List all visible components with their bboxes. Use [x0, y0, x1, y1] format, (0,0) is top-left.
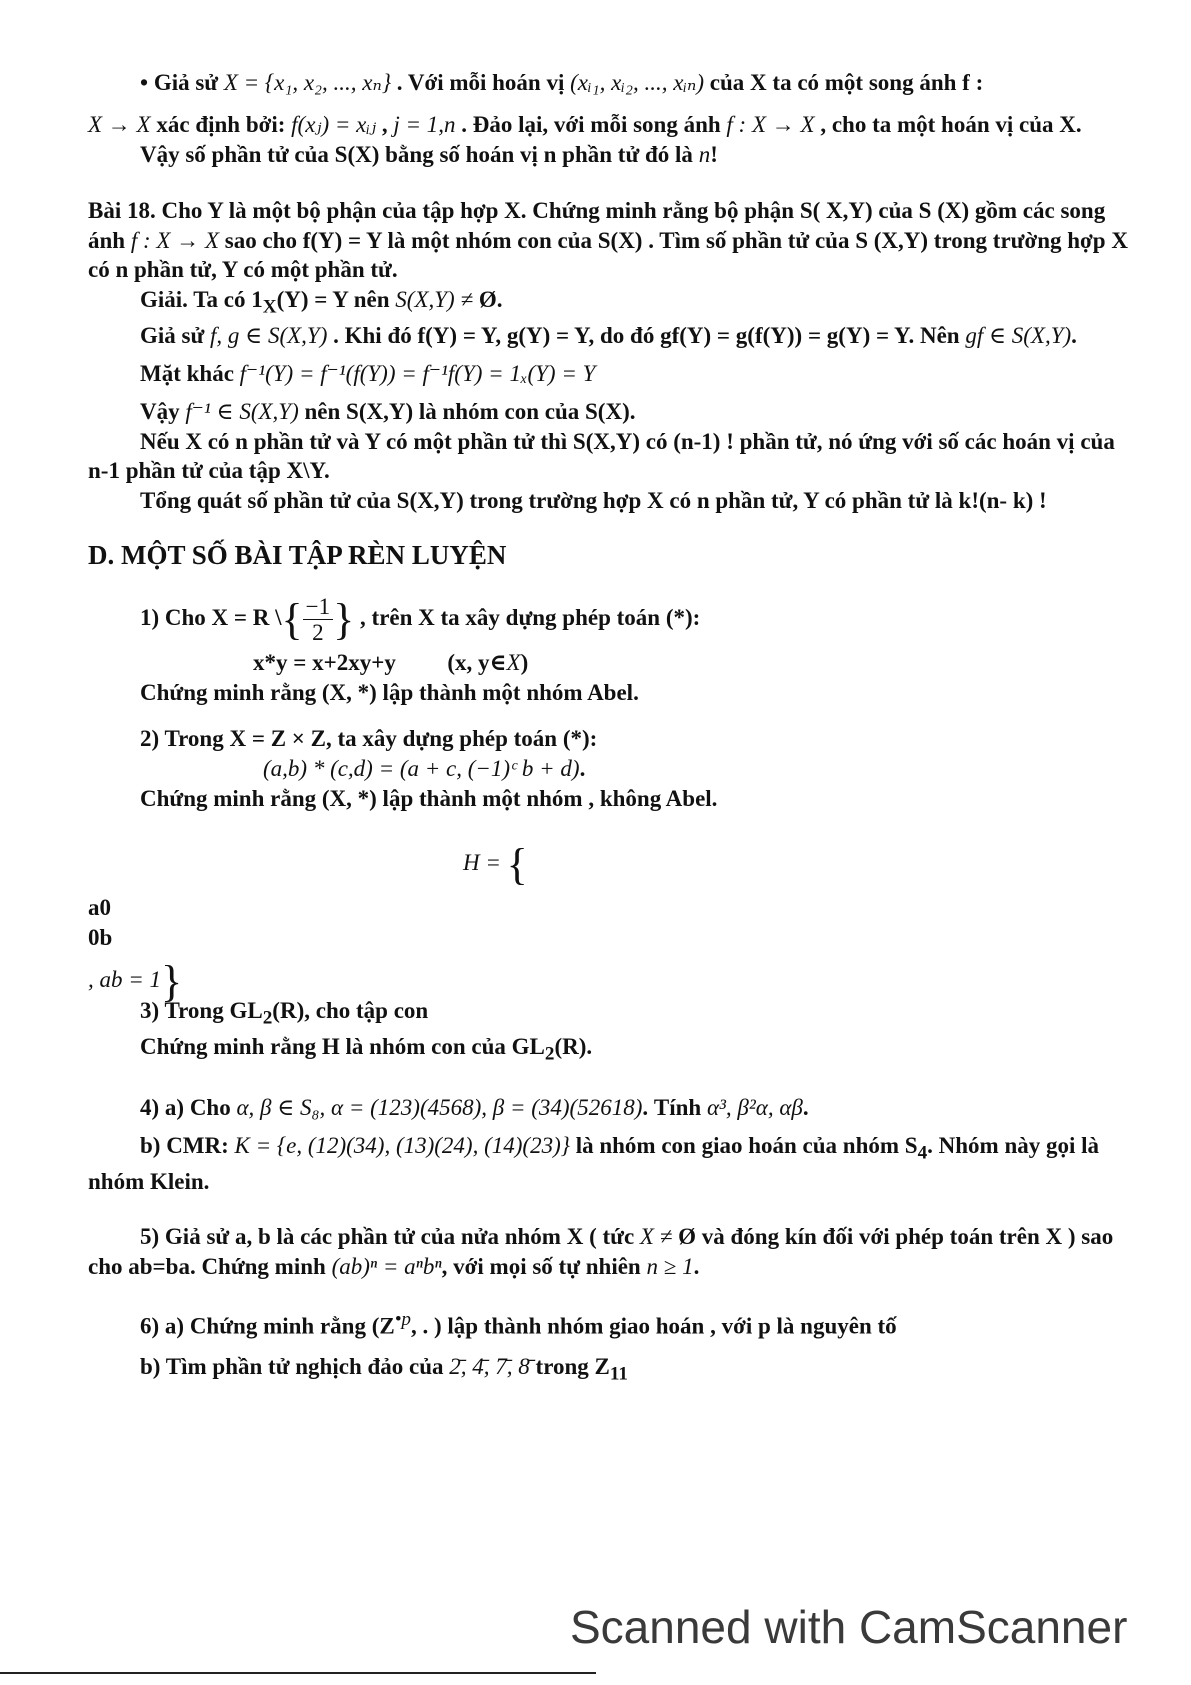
bottom-divider: [0, 1672, 596, 1674]
section-title: D. MỘT SỐ BÀI TẬP RÈN LUYỆN: [88, 540, 507, 571]
formula: S(X,Y) ≠: [395, 287, 474, 313]
formula: gf ∈ S(X,Y): [965, 322, 1072, 348]
formula: α³, β²α, αβ: [706, 1095, 803, 1121]
exercise-18: Bài 18. Cho Y là một bộ phận của tập hợp X. Chứng minh rằng bộ phận S( X,Y) của S (X) gồm các song ánh f : X → X sao cho f(Y) = Y là một nhóm con của S(X) . Tìm số phần tử của S (X,Y) trong trường hợp X có n phần tử, Y có một phần tử.: [88, 197, 1128, 283]
formula: (ab)ⁿ = aⁿbⁿ: [331, 1254, 442, 1280]
formula: K = {e, (12)(34), (13)(24), (14)(23)}: [234, 1133, 570, 1159]
exercise-2: 2) Trong X = Z × Z, ta xây dựng phép toán (*):: [140, 726, 598, 752]
fraction: $\frac{-1}{2}$: [303, 594, 333, 646]
formula: f(xⱼ) = xᵢⱼ: [291, 111, 377, 137]
paragraph-permutation-intro: • Giả sử X = {x₁, x₂, ..., xₙ} . Với mỗi hoán vị (xᵢ₁, xᵢ₂, ..., xᵢₙ) của X ta có một song ánh f :: [140, 70, 984, 95]
exercise-1-formula: x*y = x+2xy+y (x, y∈X): [253, 650, 529, 676]
solution-closure: Giả sử f, g ∈ S(X,Y) . Khi đó f(Y) = Y, g(Y) = Y, do đó gf(Y) = g(f(Y)) = g(Y) = Y. Nên gf ∈ S(X,Y).: [140, 322, 1077, 348]
exercise-3: 3) Trong $GL_2(R)$, cho tập con: [140, 998, 429, 1029]
exercise-3-set: H = {: [463, 839, 528, 889]
paragraph-conclusion: Vậy số phần tử của S(X) bằng số hoán vị n phần tử đó là n!: [140, 141, 718, 167]
exercise-4a: 4) a) Cho α, β ∈ S₈, α = (123)(4568), β = (34)(52618). Tính α³, β²α, αβ.: [140, 1095, 809, 1121]
exercise-6b: b) Tìm phần tử nghịch đảo của 2̄, 4̄, 7̄, 8̄ trong $Z_{11}$: [140, 1353, 628, 1385]
exercise-6a: 6) a) Chứng minh rằng ($Z^{•p}$, . ) lập thành nhóm giao hoán , với p là nguyên tố: [140, 1309, 897, 1339]
solution-inverse: Mặt khác f⁻¹(Y) = f⁻¹(f(Y)) = f⁻¹f(Y) = 1ₓ(Y) = Y: [140, 360, 596, 386]
solution-general: Tổng quát số phần tử của S(X,Y) trong trường hợp X có n phần tử, Y có phần tử là k!(n- k) !: [140, 488, 1047, 514]
formula: j = 1,n: [393, 111, 456, 137]
formula: X ≠: [639, 1224, 673, 1250]
exercise-1: 1) Cho X = R \{ $\frac{-1}{2}$ } , trên X ta xây dựng phép toán (*):: [140, 594, 701, 646]
formula: f⁻¹ ∈ S(X,Y): [185, 398, 299, 424]
formula: n: [698, 141, 711, 167]
formula: f, g ∈ S(X,Y): [210, 322, 328, 348]
bullet: •: [140, 70, 149, 95]
formula: X = {x₁, x₂, ..., xₙ}: [223, 70, 392, 95]
formula: f : X → X: [726, 111, 815, 137]
solution-start: Giải. Ta có $1_X(Y) = Y$ nên S(X,Y) ≠ Ø.: [140, 287, 503, 318]
exercise-5: 5) Giả sử a, b là các phần tử của nửa nhóm X ( tức X ≠ Ø và đóng kín đối với phép toán trên X ) sao cho ab=ba. Chứng minh (ab)ⁿ = aⁿbⁿ, với mọi số tự nhiên n ≥ 1.: [88, 1224, 1114, 1280]
exercise-label: Bài 18.: [88, 197, 156, 223]
paragraph-bijection: X → X xác định bởi: f(xⱼ) = xᵢⱼ , j = 1,n . Đảo lại, với mỗi song ánh f : X → X , cho ta một hoán vị của X.: [88, 111, 1082, 137]
formula: f⁻¹(Y) = f⁻¹(f(Y)) = f⁻¹f(Y) = 1ₓ(Y) = Y: [239, 360, 596, 386]
formula: (a,b) * (c,d) = (a + c, (−1)ᶜ b + d): [263, 756, 580, 782]
exercise-3-task: Chứng minh rằng H là nhóm con của $GL_2(R)$.: [140, 1033, 593, 1065]
exercise-1-task: Chứng minh rằng (X, *) lập thành một nhóm Abel.: [140, 680, 639, 706]
solution-subgroup: Vậy f⁻¹ ∈ S(X,Y) nên S(X,Y) là nhóm con của S(X).: [140, 398, 636, 424]
formula: 2̄, 4̄, 7̄, 8̄: [449, 1353, 530, 1379]
formula: n ≥ 1: [646, 1254, 694, 1280]
exercise-2-task: Chứng minh rằng (X, *) lập thành một nhóm , không Abel.: [140, 786, 718, 812]
formula: f : X → X: [130, 227, 219, 253]
exercise-4b: b) CMR: K = {e, (12)(34), (13)(24), (14)(23)} là nhóm con giao hoán của nhóm $S_4$. Nhóm này gọi là nhóm Klein.: [88, 1133, 1100, 1194]
document-page: • Giả sử X = {x₁, x₂, ..., xₙ} . Với mỗi hoán vị (xᵢ₁, xᵢ₂, ..., xᵢₙ) của X ta có một song ánh f : X → X xác định bởi: f(xⱼ) = xᵢⱼ , j = 1,n . Đảo lại, với mỗi song ánh f : X → X , cho ta một hoán vị của X. Vậy số phần tử của S(X) bằng số hoán vị n phần tử đó là n! Bài 18. Cho Y là một bộ phận của tập hợp X. Chứng minh rằng bộ phận S( X,Y) của S (X) gồm các song ánh f : X → X sao cho f(Y) = Y là một nhóm con của S(X) . Tìm số phần tử của S (X,Y) trong trường hợp X có n phần tử, Y có một phần tử. Giải. Ta có $1_X(Y) = Y$ nên S(X,Y) ≠ Ø. Giả sử f, g ∈ S(X,Y) . Khi đó f(Y) = Y, g(Y) = Y, do đó gf(Y) = g(f(Y)) = g(Y) = Y. Nên gf ∈ S(X,Y). Mặt khác f⁻¹(Y) = f⁻¹(f(Y)) = f⁻¹f(Y) = 1ₓ(Y) = Y Vậy f⁻¹ ∈ S(X,Y) nên S(X,Y) là nhóm con của S(X). Nếu X có n phần tử và Y có một phần tử thì S(X,Y) có (n-1) ! phần tử, nó ứng với số các hoán vị của n-1 phần tử của tập X\Y. Tổng quát số phần tử của S(X,Y) trong trường hợp X có n phần tử, Y có phần tử là k!(n- k) ! D. MỘT SỐ BÀI TẬP RÈN LUYỆN 1) Cho X = R \{ $\frac{-1}{2}$ } , trên X ta xây dựng phép toán (*): x*y = x+2xy+y (x, y∈X) Chứng minh rằng (X, *) lập thành một nhóm Abel. 2) Trong X = Z × Z, ta xây dựng phép toán (*): (a,b) * (c,d) = (a + c, (−1)ᶜ b + d). Chứng minh rằng (X, *) lập thành một nhóm , không Abel. H = { a0 0b , ab = 1} 3) Trong $GL_2(R)$, cho tập con Chứng minh rằng H là nhóm con của $GL_2(R)$. 4) a) Cho α, β ∈ S₈, α = (123)(4568), β = (34)(52618). Tính α³, β²α, αβ. b) CMR: K = {e, (12)(34), (13)(24), (14)(23)} là nhóm con giao hoán của nhóm $S_4$. Nhóm này gọi là nhóm Klein. 5) Giả sử a, b là các phần tử của nửa nhóm X ( tức X ≠ Ø và đóng kín đối với phép toán trên X ) sao cho ab=ba. Chứng minh (ab)ⁿ = aⁿbⁿ, với mọi số tự nhiên n ≥ 1. 6) a) Chứng minh rằng ($Z^{•p}$, . ) lập thành nhóm giao hoán , với p là nguyên tố b) Tìm phần tử nghịch đảo của 2̄, 4̄, 7̄, 8̄ trong $Z_{11}$ Scanned with CamScanner: [0, 0, 1191, 1685]
formula: X → X: [88, 111, 151, 137]
exercise-2-formula: (a,b) * (c,d) = (a + c, (−1)ᶜ b + d).: [263, 756, 586, 782]
solution-label: Giải.: [140, 287, 188, 313]
camscanner-watermark: Scanned with CamScanner: [570, 1601, 1128, 1653]
solution-count: Nếu X có n phần tử và Y có một phần tử thì S(X,Y) có (n-1) ! phần tử, nó ứng với số các hoán vị của n-1 phần tử của tập X\Y.: [88, 428, 1115, 484]
formula: (xᵢ₁, xᵢ₂, ..., xᵢₙ): [570, 70, 705, 95]
formula: α, β ∈ S₈, α = (123)(4568), β = (34)(52618): [236, 1095, 643, 1121]
